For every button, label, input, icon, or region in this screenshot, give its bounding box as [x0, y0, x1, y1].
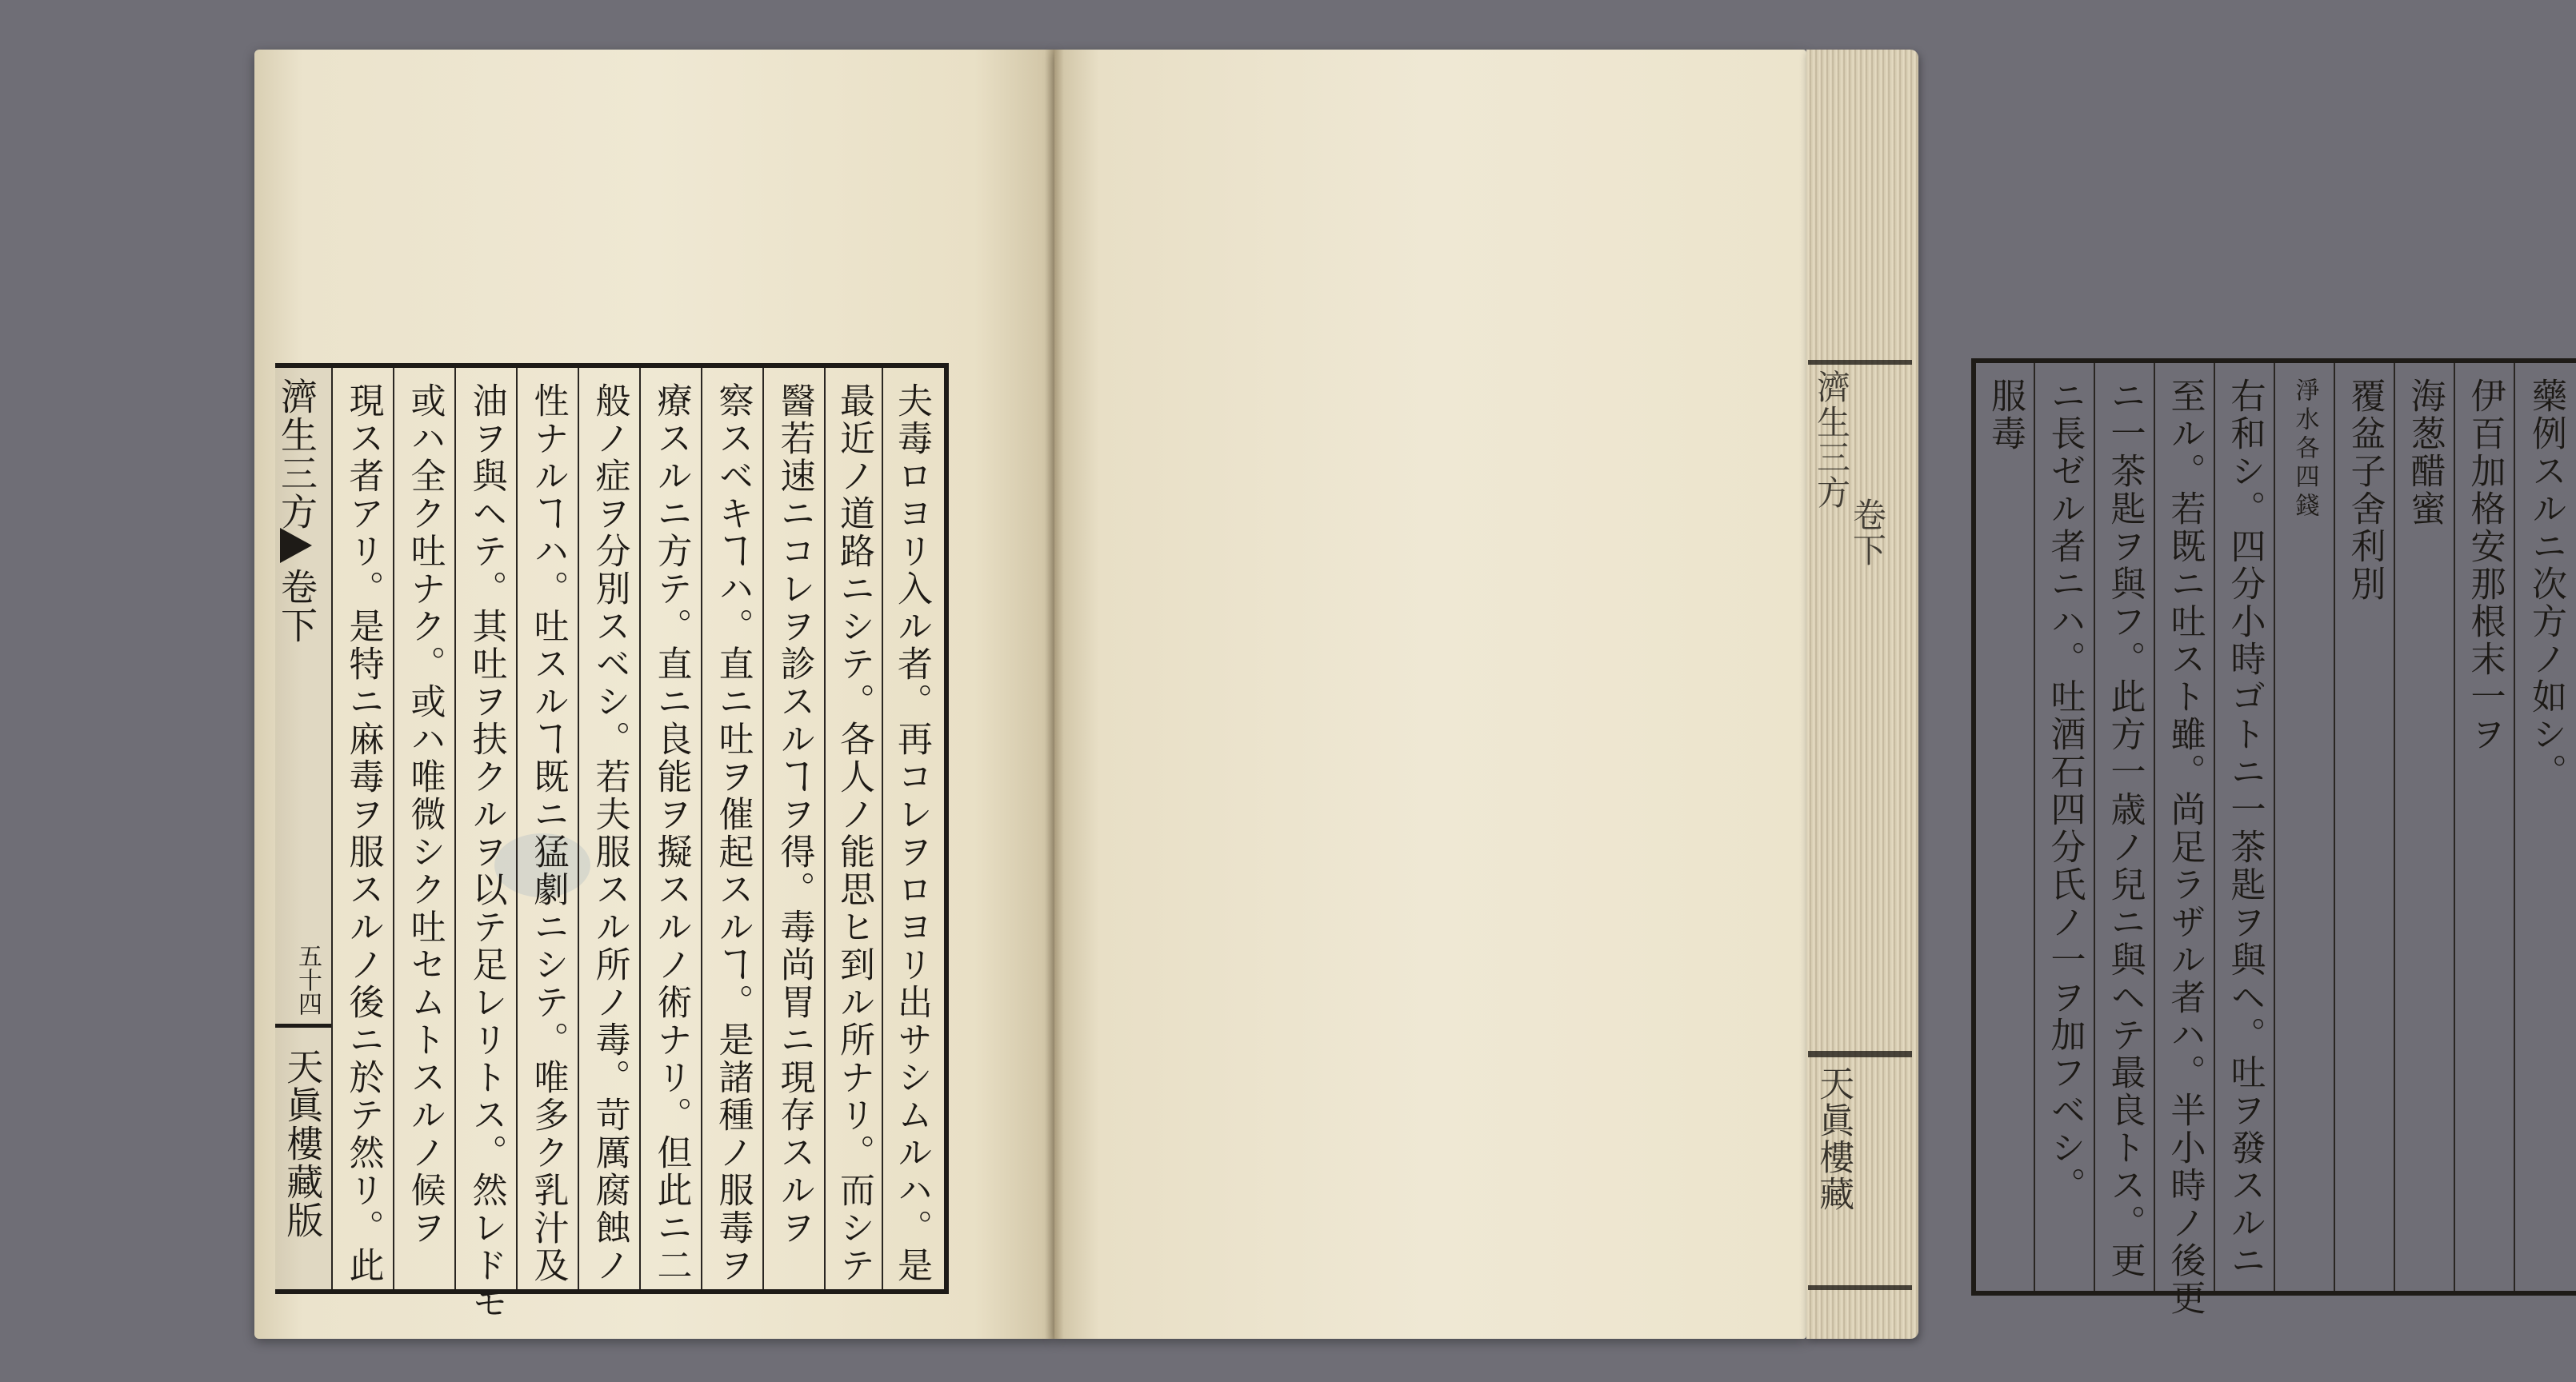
- column-text: 油ヲ與ヘテ。其吐ヲ扶クルヲ以テ足レリトス。然レドモ: [466, 382, 507, 1322]
- left-publisher: 天眞樓藏版: [281, 1048, 325, 1240]
- column-text: 服毒: [1985, 377, 2026, 453]
- text-column: [2454, 363, 2514, 1291]
- column-text: ニ一茶匙ヲ與フ。此方一歳ノ兒ニ與ヘテ最良トス。更: [2104, 377, 2146, 1280]
- text-column: [882, 368, 939, 1289]
- column-text: 右和シ。四分小時ゴトニ一茶匙ヲ與ヘ。吐ヲ發スルニ: [2224, 377, 2266, 1280]
- right-side-title: 濟生三方: [1812, 369, 1851, 510]
- column-text: 般ノ症ヲ分別スベシ。若夫服スル所ノ毒。苛厲腐蝕ノ: [589, 382, 630, 1284]
- column-text: 覆盆子舍利別: [2344, 377, 2386, 603]
- column-text: 淨水各四錢: [2290, 377, 2319, 521]
- column-text: ニ長ゼル者ニハ。吐酒石四分氏ノ一ヲ加フベシ。: [2044, 377, 2086, 1204]
- text-column: [2094, 363, 2154, 1291]
- column-text: 藥例スルニ次方ノ如シ。: [2526, 377, 2566, 791]
- column-text: 伊百加格安那根末一ヲ: [2464, 377, 2506, 753]
- column-text: 或ハ全ク吐ナク。或ハ唯微シク吐セムトスルノ候ヲ: [404, 382, 446, 1247]
- left-page: [254, 50, 1054, 1339]
- text-column: [393, 368, 454, 1289]
- column-text: 至ル。若既ニ吐スト雖。尚足ラザル者ハ。半小時ノ後更: [2164, 377, 2206, 1317]
- text-column: [824, 368, 882, 1289]
- book-gutter: [1045, 50, 1064, 1339]
- text-column: [454, 368, 516, 1322]
- column-text: 夫毒ロヨリ入ル者。再コレヲロヨリ出サシムルハ。是: [891, 382, 932, 1284]
- text-column: [762, 368, 824, 1289]
- column-text: 醫若速ニコレヲ診スルヿヲ得。毒尚胃ニ現存スルヲ: [774, 382, 815, 1247]
- column-text: 現ス者アリ。是特ニ麻毒ヲ服スルノ後ニ於テ然リ。此: [342, 382, 384, 1284]
- text-column: [2274, 363, 2334, 1291]
- right-text-frame: [1971, 358, 2576, 1317]
- text-column: [2514, 363, 2576, 1291]
- column-text: 海葱醋蜜: [2404, 377, 2446, 528]
- open-book: [254, 50, 2566, 1339]
- left-page-number: 五十四: [294, 944, 322, 1016]
- left-side-column: [275, 368, 331, 1289]
- text-column: [516, 368, 578, 1289]
- text-column: [2394, 363, 2454, 1291]
- right-side-volume: 卷下: [1848, 497, 1887, 568]
- column-text: 最近ノ道路ニシテ。各人ノ能思ヒ到ル所ナリ。而シテ: [834, 382, 874, 1284]
- left-side-volume: 卷下: [275, 568, 318, 645]
- left-side-title: 濟生三方: [275, 377, 318, 531]
- text-column: [2154, 363, 2214, 1317]
- text-column: [2034, 363, 2094, 1291]
- side-divider: [275, 1024, 331, 1028]
- right-publisher: 天眞樓藏: [1813, 1065, 1854, 1212]
- text-column: [639, 368, 701, 1289]
- text-column: [701, 368, 762, 1289]
- text-column: [2334, 363, 2394, 1291]
- column-text: 性ナルヿハ。吐スルヿ既ニ猛劇ニシテ。唯多ク乳汁及: [527, 382, 569, 1284]
- column-text: 療スルニ方テ。直ニ良能ヲ擬スルノ術ナリ。但此ニ二: [650, 382, 692, 1284]
- edge-line: [1808, 1051, 1912, 1057]
- text-column: [1976, 363, 2034, 1291]
- text-column: [2214, 363, 2274, 1291]
- text-column: [331, 368, 393, 1289]
- edge-line: [1808, 1285, 1912, 1290]
- left-text-frame: [275, 363, 949, 1322]
- text-column: [578, 368, 639, 1289]
- column-text: 察スベキヿハ。直ニ吐ヲ催起スルヿ。是諸種ノ服毒ヲ: [712, 382, 754, 1284]
- edge-line: [1808, 360, 1912, 365]
- fish-tail-marker: [280, 528, 312, 563]
